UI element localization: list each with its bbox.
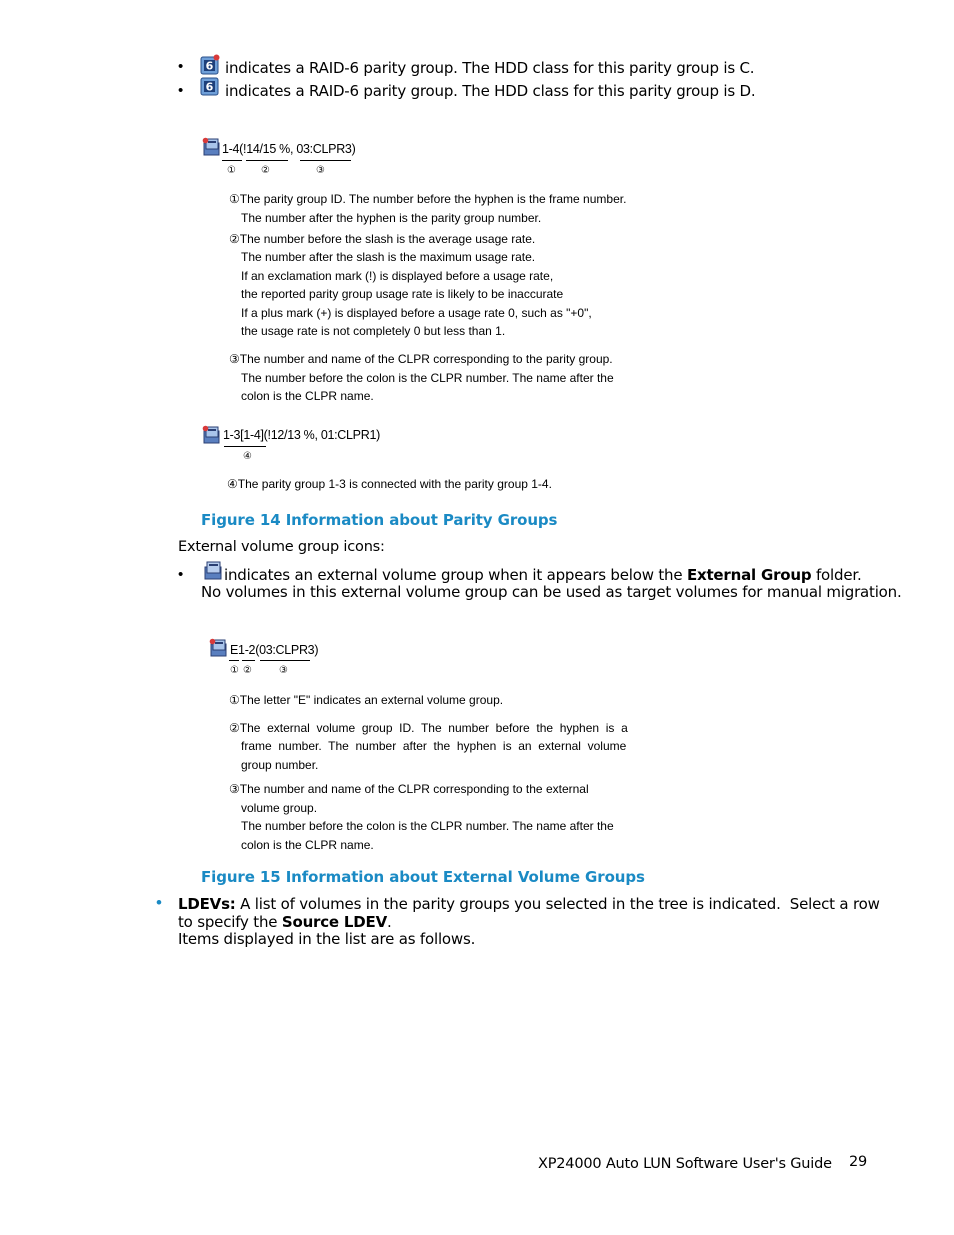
- external-group-text: [224, 566, 862, 584]
- external-group-text-line-2: No volumes in this external volume group can be used as target volumes for manual migration.: [201, 583, 902, 601]
- underline-e1: [229, 660, 239, 661]
- marker-1: ①: [227, 165, 236, 176]
- note-3-line-3: colon is the CLPR name.: [241, 389, 374, 403]
- raid6-c-text: indicates a RAID-6 parity group. The HDD class for this parity group is C.: [225, 59, 755, 77]
- ldevs-text-2-pre: to specify the: [178, 913, 282, 931]
- ext-note-3-line-3: The number before the colon is the CLPR number. The name after the: [241, 819, 614, 833]
- external-group-icon: [202, 559, 220, 577]
- ext-note-3-line-1: ③The number and name of the CLPR corresponding to the external: [229, 782, 589, 796]
- figure-15-caption: Figure 15 Information about External Volume Groups: [201, 868, 645, 886]
- note-2-line-4: the reported parity group usage rate is likely to be inaccurate: [241, 287, 564, 301]
- connected-parity-group-label: 1-3[1-4](!12/13 %, 01:CLPR1): [223, 428, 380, 442]
- external-volume-heading: External volume group icons:: [178, 539, 385, 555]
- ext-note-2-line-2: frame number. The number after the hyphen is an external volume: [241, 739, 627, 753]
- underline-1: [222, 160, 242, 161]
- marker-e3: ③: [279, 665, 288, 676]
- raid6-class-c-icon: [200, 54, 218, 72]
- bullet-marker: •: [178, 82, 184, 99]
- raid6-class-d-icon: [200, 77, 218, 95]
- footer-title: XP24000 Auto LUN Software User's Guide: [538, 1156, 832, 1172]
- parity-group-icon: [202, 137, 220, 155]
- underline-e3: [260, 660, 310, 661]
- note-2-line-1: ②The number before the slash is the average usage rate.: [229, 232, 536, 246]
- note-2-line-6: the usage rate is not completely 0 but less than 1.: [241, 324, 506, 338]
- marker-4: ④: [243, 451, 252, 462]
- underline-3: [300, 160, 351, 161]
- ldevs-line-1: [178, 895, 880, 913]
- figure-14-caption: Figure 14 Information about Parity Groups: [201, 511, 558, 529]
- parity-group-label: 1-4(!14/15 %, 03:CLPR3): [222, 142, 356, 156]
- underline-e2: [242, 660, 255, 661]
- ext-note-3-line-4: colon is the CLPR name.: [241, 838, 374, 852]
- underline-2: [246, 160, 288, 161]
- ldevs-line-2: [178, 913, 392, 931]
- bullet-marker: •: [178, 58, 184, 75]
- ldevs-label: LDEVs:: [178, 895, 236, 913]
- ldevs-line-3: Items displayed in the list are as follows.: [178, 930, 476, 948]
- note-3-line-2: The number before the colon is the CLPR number. The name after the: [241, 371, 614, 385]
- note-2-line-2: The number after the slash is the maximum usage rate.: [241, 250, 536, 264]
- note-1-line-1: ①The parity group ID. The number before the hyphen is the frame number.: [229, 192, 627, 206]
- ldevs-text-1: A list of volumes in the parity groups you selected in the tree is indicated. Select a row: [235, 895, 880, 913]
- bullet-marker: •: [178, 566, 184, 583]
- external-group-text-pre: indicates an external volume group when it appears below the: [224, 566, 687, 584]
- marker-e2: ②: [243, 665, 252, 676]
- marker-e1: ①: [230, 665, 239, 676]
- ext-note-2-line-1: ②The external volume group ID. The number before the hyphen is a: [229, 721, 628, 735]
- raid6-d-text: indicates a RAID-6 parity group. The HDD class for this parity group is D.: [225, 82, 756, 100]
- note-2-line-5: If a plus mark (+) is displayed before a usage rate 0, such as "+0",: [241, 306, 592, 320]
- note-3-line-1: ③The number and name of the CLPR corresponding to the parity group.: [229, 352, 613, 366]
- ext-note-3-line-2: volume group.: [241, 801, 318, 815]
- note-4: ④The parity group 1-3 is connected with the parity group 1-4.: [227, 477, 552, 491]
- source-ldev-label: Source LDEV: [281, 913, 387, 931]
- external-group-text-post: folder.: [811, 566, 862, 584]
- ext-note-1: ①The letter "E" indicates an external volume group.: [229, 693, 504, 707]
- ldevs-bullet: •: [156, 893, 162, 912]
- ext-note-2-line-3: group number.: [241, 758, 319, 772]
- page-number: 29: [849, 1154, 868, 1170]
- svg-text:6: 6: [205, 59, 214, 73]
- external-group-folder-name: External Group: [686, 566, 812, 584]
- note-2-line-3: If an exclamation mark (!) is displayed before a usage rate,: [241, 269, 554, 283]
- underline-4: [224, 446, 266, 447]
- svg-text:6: 6: [205, 80, 214, 94]
- marker-3: ③: [316, 165, 325, 176]
- external-volume-group-icon: [209, 638, 227, 656]
- ldevs-text-2-post: .: [387, 913, 392, 931]
- external-volume-group-label: E1-2(03:CLPR3): [230, 643, 319, 657]
- parity-group-connected-icon: [202, 425, 220, 443]
- note-1-line-2: The number after the hyphen is the parity group number.: [241, 211, 542, 225]
- marker-2: ②: [261, 165, 270, 176]
